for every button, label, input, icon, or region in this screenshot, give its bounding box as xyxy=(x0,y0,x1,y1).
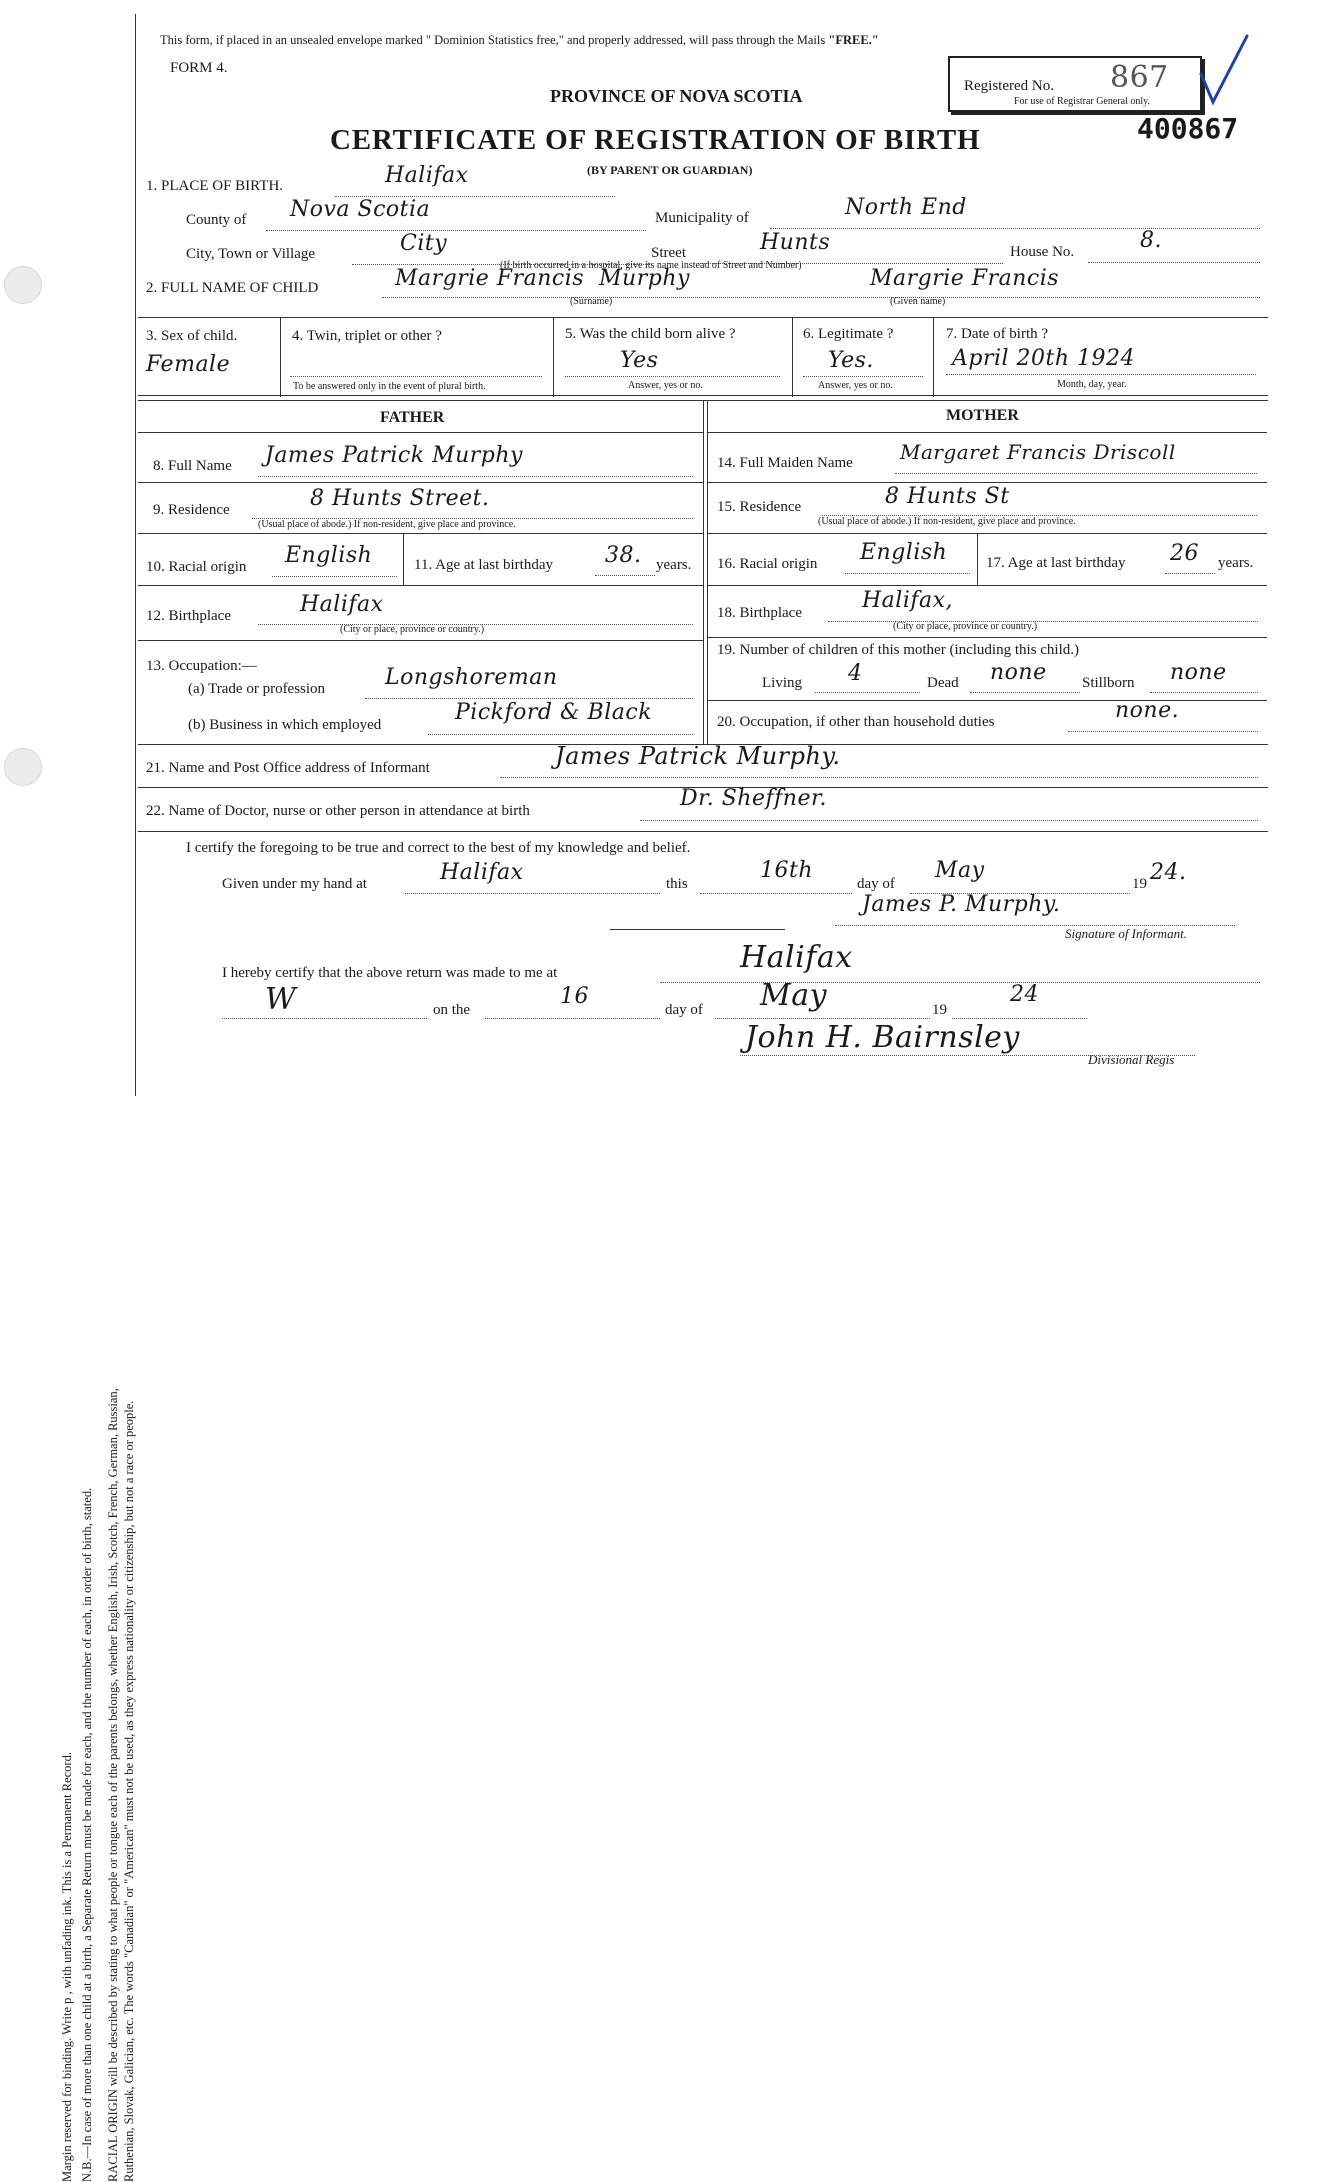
fill-line xyxy=(1165,573,1215,574)
fill-line xyxy=(946,374,1256,375)
fill-line xyxy=(815,692,920,693)
mother-racial-value: English xyxy=(860,540,948,565)
fill-line xyxy=(258,476,693,477)
father-age-value: 38. xyxy=(605,543,642,568)
born-alive-value: Yes xyxy=(620,348,659,373)
child-name-label: 2. FULL NAME OF CHILD xyxy=(146,280,319,296)
fill-line xyxy=(290,376,542,377)
dob-label: 7. Date of birth ? xyxy=(946,326,1049,342)
stillborn-value: none xyxy=(1170,660,1227,685)
mother-name-label: 14. Full Maiden Name xyxy=(717,455,853,471)
surname-caption: (Surname) xyxy=(570,296,613,307)
father-racial-value: English xyxy=(285,543,373,568)
grid-rule xyxy=(138,640,703,641)
fill-line xyxy=(565,376,780,377)
year-prefix: 19 xyxy=(1132,876,1147,892)
grid-rule xyxy=(138,317,1268,318)
registrar-statement: I hereby certify that the above return was made to me at xyxy=(222,965,558,981)
mother-occupation-label: 20. Occupation, if other than household duties xyxy=(717,714,995,730)
registrar-mark-value: W xyxy=(265,982,297,1017)
living-label: Living xyxy=(762,675,802,691)
mother-residence-value: 8 Hunts St xyxy=(885,484,1010,509)
mother-residence-note: (Usual place of abode.) If non-resident, give place and province. xyxy=(818,516,1076,527)
registrar-signature: John H. Bairnsley xyxy=(745,1020,1020,1055)
mother-age-label: 17. Age at last birthday xyxy=(986,555,1126,571)
margin-rule xyxy=(135,14,136,1096)
dead-label: Dead xyxy=(927,675,959,691)
father-business-value: Pickford & Black xyxy=(455,700,653,725)
father-age-label: 11. Age at last birthday xyxy=(414,557,553,573)
mail-note: This form, if placed in an unsealed envelope marked " Dominion Statistics free," and properly addressed, will pass through the Mails "FREE." xyxy=(160,33,879,47)
grid-rule xyxy=(707,432,1267,433)
fill-line xyxy=(640,820,1258,821)
house-value: 8. xyxy=(1140,228,1162,253)
registrar-month-value: May xyxy=(760,978,828,1013)
city-label: City, Town or Village xyxy=(186,246,316,262)
mother-name-value: Margaret Francis Driscoll xyxy=(900,440,1176,464)
margin-note-line3: RACIAL ORIGIN will be described by stating to what people or tongue each of the parents belongs, whether English, Irish, Scotch, French, German, Russian, xyxy=(106,1388,120,2182)
margin-note-line4: Ruthenian, Slovak, Galician, etc. The words "Canadian" or "American" must not be used, as they express nationality or citizenship, but not a race or people. xyxy=(122,1400,136,2182)
registrar-place-value: Halifax xyxy=(740,940,853,975)
mother-residence-label: 15. Residence xyxy=(717,499,802,515)
mother-birthplace-note: (City or place, province or country.) xyxy=(893,621,1038,632)
grid-rule xyxy=(707,700,1267,701)
mother-birthplace-label: 18. Birthplace xyxy=(717,605,802,621)
city-value: City xyxy=(400,231,448,256)
grid-rule xyxy=(138,533,703,534)
this-label: this xyxy=(666,876,688,892)
grid-rule xyxy=(707,482,1267,483)
month-value: May xyxy=(935,858,985,883)
grid-rule xyxy=(707,637,1267,638)
fill-line xyxy=(595,575,655,576)
place-of-birth-label: 1. PLACE OF BIRTH. xyxy=(146,178,284,194)
mother-racial-label: 16. Racial origin xyxy=(717,556,818,572)
fill-line xyxy=(365,698,693,699)
certify-statement: I certify the foregoing to be true and correct to the best of my knowledge and belief. xyxy=(186,840,691,856)
province-title: PROVINCE OF NOVA SCOTIA xyxy=(550,86,803,106)
fill-line xyxy=(266,230,646,231)
signature-caption: Signature of Informant. xyxy=(1065,926,1187,941)
mother-age-value: 26 xyxy=(1170,541,1199,566)
grid-rule xyxy=(138,585,703,586)
this-day-value: 16th xyxy=(760,858,814,883)
registered-number: 867 xyxy=(1110,60,1169,95)
fill-line xyxy=(715,1018,930,1019)
margin-note-line1: Margin reserved for binding. Write p , with unfading ink. This is a Permanent Record. xyxy=(60,1752,74,2182)
stillborn-label: Stillborn xyxy=(1082,675,1135,691)
legitimate-value: Yes. xyxy=(828,348,874,373)
registered-label: Registered No. xyxy=(964,78,1054,94)
informant-value: James Patrick Murphy. xyxy=(555,742,841,770)
father-trade-value: Longshoreman xyxy=(385,665,558,690)
grid-rule xyxy=(707,585,1267,586)
grid-rule xyxy=(553,317,554,397)
dob-value: April 20th 1924 xyxy=(952,346,1136,371)
municipality-label: Municipality of xyxy=(655,210,749,226)
hospital-note: (If birth occurred in a hospital, give its name instead of Street and Number) xyxy=(500,260,802,271)
fill-line xyxy=(1088,262,1260,263)
page-subtitle: (BY PARENT OR GUARDIAN) xyxy=(587,163,753,177)
binding-hole xyxy=(4,266,42,304)
sex-label: 3. Sex of child. xyxy=(146,328,238,344)
column-divider xyxy=(703,400,704,744)
given-name-caption: (Given name) xyxy=(890,296,946,307)
children-label: 19. Number of children of this mother (including this child.) xyxy=(717,642,1080,658)
check-mark-icon xyxy=(1195,30,1255,110)
father-birthplace-note: (City or place, province or country.) xyxy=(340,624,485,635)
stamp-number: 400867 xyxy=(1137,112,1239,145)
father-residence-value: 8 Hunts Street. xyxy=(310,486,490,511)
county-value: Nova Scotia xyxy=(290,197,431,222)
dead-value: none xyxy=(990,660,1047,685)
grid-rule xyxy=(707,533,1267,534)
fill-line xyxy=(500,777,1258,778)
county-label: County of xyxy=(186,212,247,228)
mother-occupation-value: none. xyxy=(1115,698,1180,723)
registrar-year-value: 24 xyxy=(1010,982,1039,1007)
given-under-label: Given under my hand at xyxy=(222,876,367,892)
fill-line xyxy=(405,893,660,894)
informant-signature: James P. Murphy. xyxy=(862,892,1061,917)
margin-note-line2: N.B.—In case of more than one child at a birth, a Separate Return must be made for each, and the number of each, in order of birth, stated. xyxy=(80,1487,94,2182)
fill-line xyxy=(952,1018,1087,1019)
fill-line xyxy=(485,1018,660,1019)
registrar-day-of-label: day of xyxy=(665,1002,703,1018)
grid-rule xyxy=(977,533,978,585)
father-birthplace-label: 12. Birthplace xyxy=(146,608,231,624)
father-residence-note: (Usual place of abode.) If non-resident, give place and province. xyxy=(258,519,516,530)
registrar-year-prefix: 19 xyxy=(932,1002,947,1018)
on-the-label: on the xyxy=(433,1002,471,1018)
fill-line xyxy=(700,893,852,894)
form-number: FORM 4. xyxy=(170,60,228,76)
day-of-label: day of xyxy=(857,876,895,892)
child-name-value: Margrie Francis Murphy xyxy=(395,266,690,291)
grid-rule xyxy=(138,432,703,433)
fill-line xyxy=(1150,692,1258,693)
registrar-box xyxy=(948,56,1202,112)
father-name-label: 8. Full Name xyxy=(153,458,232,474)
grid-rule xyxy=(933,317,934,397)
fill-line xyxy=(428,734,693,735)
column-divider xyxy=(707,400,708,744)
given-place-value: Halifax xyxy=(440,860,524,885)
municipality-value: North End xyxy=(845,195,967,220)
street-label: Street xyxy=(651,245,686,261)
child-given-name-value: Margrie Francis xyxy=(870,266,1060,291)
street-value: Hunts xyxy=(760,230,831,255)
fill-line xyxy=(222,1018,427,1019)
margin-instructions xyxy=(0,0,136,2182)
born-alive-label: 5. Was the child born alive ? xyxy=(565,326,736,342)
registrar-note: For use of Registrar General only. xyxy=(1014,96,1150,107)
grid-rule xyxy=(138,395,1268,396)
registrar-caption: Divisional Regis xyxy=(1088,1052,1175,1067)
father-age-unit: years. xyxy=(656,557,692,573)
sex-value: Female xyxy=(146,352,231,377)
mother-heading: MOTHER xyxy=(946,407,1019,424)
living-value: 4 xyxy=(848,661,863,686)
legitimate-note: Answer, yes or no. xyxy=(818,380,893,391)
divider-rule xyxy=(610,929,785,930)
dob-note: Month, day, year. xyxy=(1057,379,1127,390)
grid-rule xyxy=(792,317,793,397)
mother-age-unit: years. xyxy=(1218,555,1254,571)
fill-line xyxy=(845,573,970,574)
place-of-birth-value: Halifax xyxy=(385,163,469,188)
fill-line xyxy=(970,692,1080,693)
born-alive-note: Answer, yes or no. xyxy=(628,380,703,391)
year-value: 24. xyxy=(1150,860,1187,885)
binding-hole xyxy=(4,748,42,786)
grid-rule xyxy=(403,533,404,585)
fill-line xyxy=(1068,731,1258,732)
father-trade-label: (a) Trade or profession xyxy=(188,681,326,697)
doctor-label: 22. Name of Doctor, nurse or other person in attendance at birth xyxy=(146,803,530,819)
fill-line xyxy=(272,576,397,577)
fill-line xyxy=(803,376,923,377)
fill-line xyxy=(382,297,1260,298)
father-residence-label: 9. Residence xyxy=(153,502,230,518)
father-name-value: James Patrick Murphy xyxy=(265,443,523,468)
grid-rule xyxy=(280,317,281,397)
mother-birthplace-value: Halifax, xyxy=(862,588,954,613)
father-racial-label: 10. Racial origin xyxy=(146,559,247,575)
father-business-label: (b) Business in which employed xyxy=(188,717,382,733)
page-title: CERTIFICATE OF REGISTRATION OF BIRTH xyxy=(330,124,981,156)
registrar-day-value: 16 xyxy=(560,984,589,1009)
twin-note: To be answered only in the event of plural birth. xyxy=(293,381,486,392)
fill-line xyxy=(895,473,1257,474)
legitimate-label: 6. Legitimate ? xyxy=(803,326,894,342)
father-birthplace-value: Halifax xyxy=(300,592,384,617)
grid-rule xyxy=(138,482,703,483)
fill-line xyxy=(770,228,1260,229)
doctor-value: Dr. Sheffner. xyxy=(680,786,828,811)
fill-line xyxy=(660,982,1260,983)
house-label: House No. xyxy=(1010,244,1075,260)
father-heading: FATHER xyxy=(380,409,445,426)
twin-label: 4. Twin, triplet or other ? xyxy=(292,328,442,344)
father-occupation-label: 13. Occupation:— xyxy=(146,658,257,674)
informant-label: 21. Name and Post Office address of Informant xyxy=(146,760,430,776)
grid-rule xyxy=(138,831,1268,832)
